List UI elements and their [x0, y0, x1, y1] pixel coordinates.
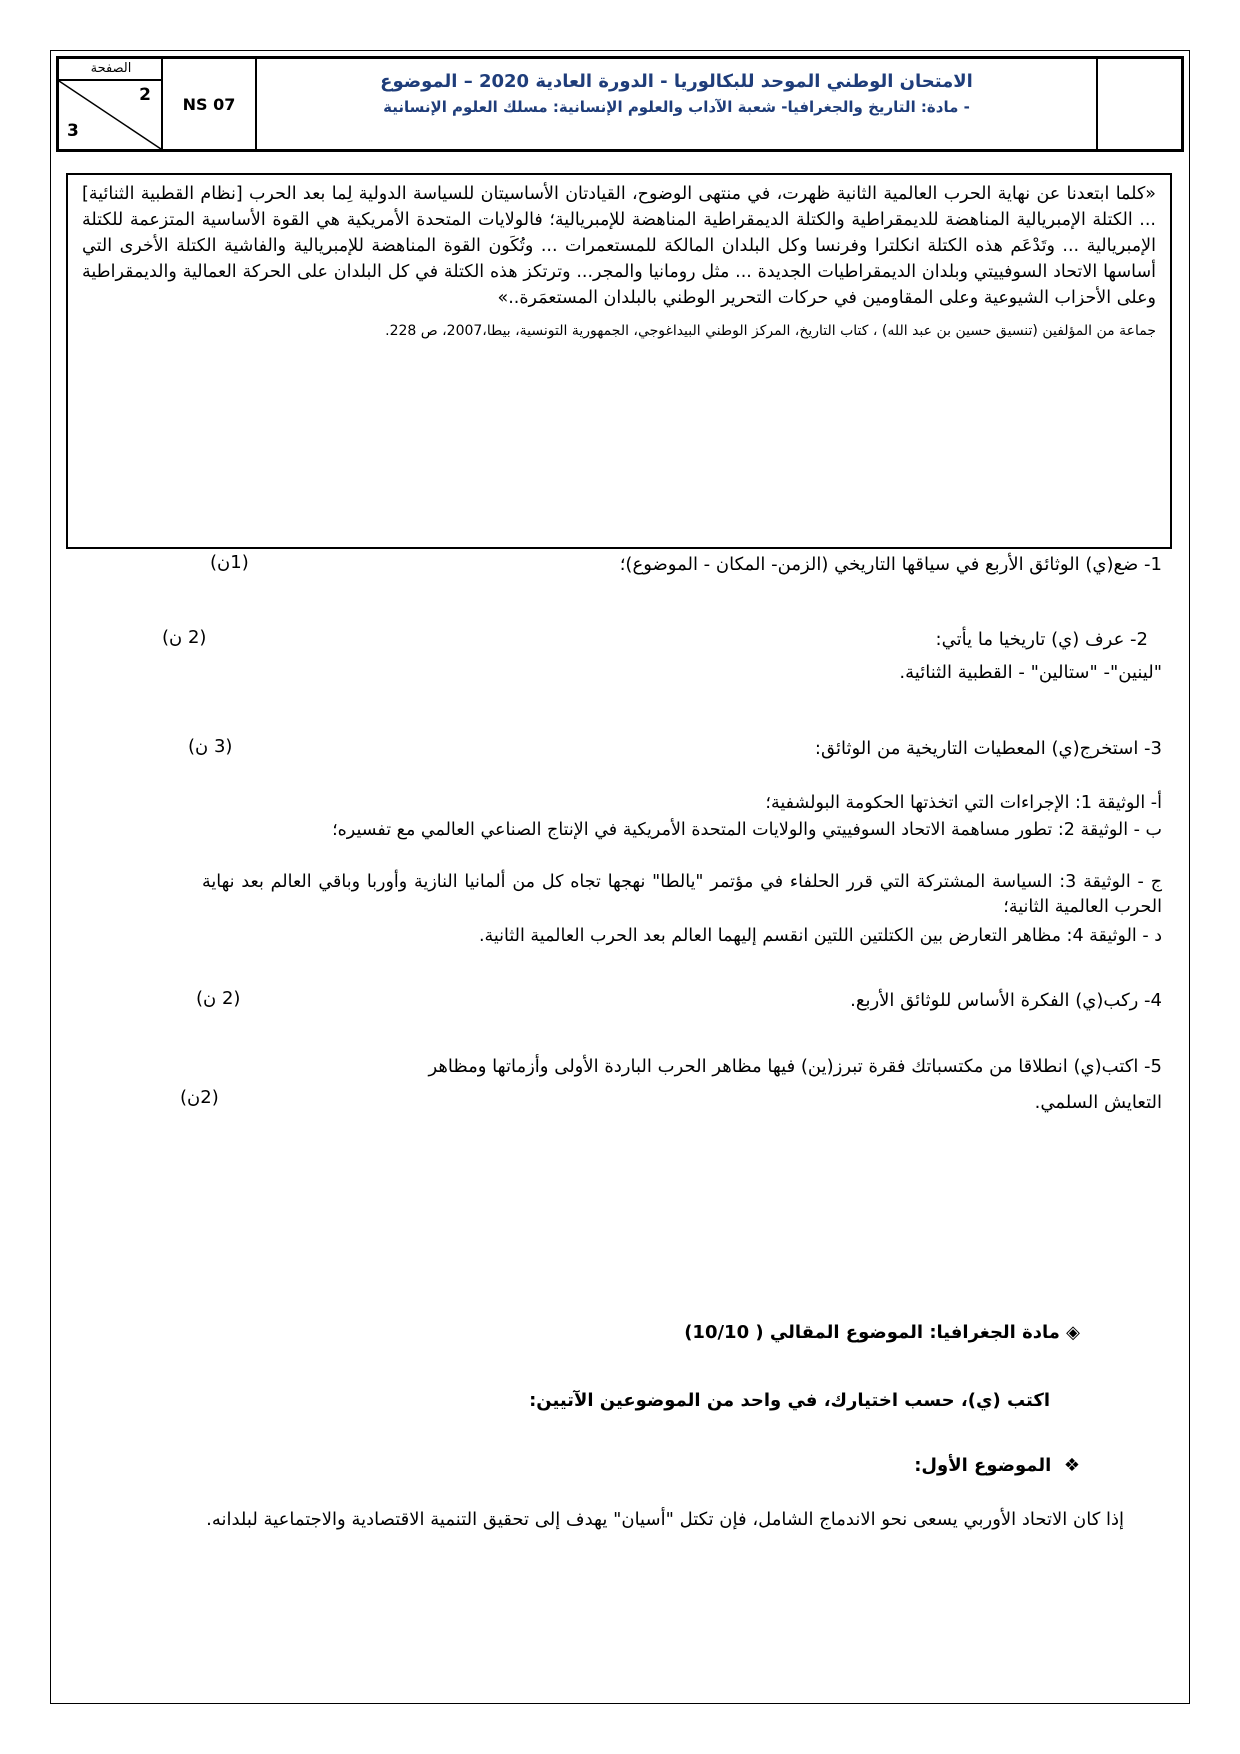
question-1: 1- ضع(ي) الوثائق الأربع في سياقها التاريخي (الزمن- المكان - الموضوع)؛	[619, 554, 1162, 575]
title-line-2: - مادة: التاريخ والجغرافيا- شعبة الآداب والعلوم الإنسانية: مسلك العلوم الإنسانية	[383, 98, 970, 116]
exam-title	[257, 59, 1098, 149]
question-4: 4- ركب(ي) الفكرة الأساس للوثائق الأربع.	[850, 990, 1162, 1011]
document-box	[66, 173, 1172, 549]
diamond-bullet-icon: ◈	[1066, 1322, 1080, 1343]
geography-instruction: اكتب (ي)، حسب اختيارك، في واحد من الموضوعين الآتيين:	[529, 1390, 1050, 1411]
geography-heading	[684, 1322, 1080, 1343]
question-5: 5- اكتب(ي) انطلاقا من مكتسباتك فقرة تبرز(ين) فيها مظاهر الحرب الباردة الأولى وأزماتها ومظاهر التعايش السلمي.	[428, 1056, 1162, 1113]
question-3-d: د - الوثيقة 4: مظاهر التعارض بين الكتلتين اللتين انقسم إليهما العالم بعد الحرب العالمية الثانية.	[478, 926, 1162, 946]
topic-1-title-text: الموضوع الأول:	[914, 1455, 1052, 1476]
question-3-b: ب - الوثيقة 2: تطور مساهمة الاتحاد السوفييتي والولايات المتحدة الأمريكية في الإنتاج الصناعي العالمي مع تفسيره؛	[332, 820, 1162, 840]
page-current: 2	[139, 85, 151, 105]
page-number-cell	[59, 59, 163, 149]
geography-heading-text: مادة الجغرافيا: الموضوع المقالي ( 10/10)	[684, 1322, 1060, 1343]
exam-header	[56, 56, 1184, 152]
question-3: 3- استخرج(ي) المعطيات التاريخية من الوثائق:	[814, 738, 1162, 759]
question-5-score: (2ن)	[180, 1087, 219, 1108]
question-1-score: (1ن)	[210, 552, 249, 573]
document-text: «كلما ابتعدنا عن نهاية الحرب العالمية الثانية ظهرت، في منتهى الوضوح، القيادتان الأساسيتان للسياسة الدولية لِما بعد الحرب [نظام القطبية الثنائية] ... الكتلة الإمبريالية المناهضة للديمقراطية والكتلة الديمقراطية المناهضة للإمبريالية؛ فالولايات المتحدة الأمريكية هي القوة الأساسية المتزعمة للكتلة الإمبريالية ... وتَدْعَم هذه الكتلة انكلترا وفرنسا وكل البلدان المالكة للمستعمرات ... وتُكَون القوة المناهضة للإمبريالية والفاشية الكتلة الأخرى التي أساسها الاتحاد السوفييتي وبلدان الديمقراطيات الجديدة ... مثل رومانيا والمجر... وترتكز هذه الكتلة في كل البلدان على الحركة العمالية والديمقراطية وعلى الأحزاب الشيوعية وعلى المقاومين في حركات التحرير الوطني بالبلدان المستعمَرة..»	[82, 184, 1156, 308]
title-line-1: الامتحان الوطني الموحد للبكالوريا - الدورة العادية 2020 – الموضوع	[380, 71, 973, 92]
question-2: 2- عرف (ي) تاريخيا ما يأتي:	[935, 629, 1148, 650]
question-4-score: (2 ن)	[196, 988, 241, 1009]
header-blank-cell	[1098, 59, 1181, 149]
topic-1-title	[914, 1455, 1080, 1476]
question-3-score: (3 ن)	[188, 736, 233, 757]
diamond-cluster-bullet-icon: ❖	[1063, 1455, 1080, 1476]
page-label: الصفحة	[59, 59, 163, 81]
question-3-a: أ- الوثيقة 1: الإجراءات التي اتخذتها الحكومة البولشفية؛	[765, 793, 1162, 813]
topic-1-text: إذا كان الاتحاد الأوربي يسعى نحو الاندماج الشامل، فإن تكتل "أسيان" يهدف إلى تحقيق التنمية الاقتصادية والاجتماعية لبلدانه.	[206, 1509, 1124, 1530]
question-2-terms: "لينين"- "ستالين" - القطبية الثنائية.	[899, 662, 1162, 683]
question-3-c: ج - الوثيقة 3: السياسة المشتركة التي قرر الحلفاء في مؤتمر "يالطا" نهجها تجاه كل من ألمانيا النازية وأوربا وباقي العالم بعد نهاية الحرب العالمية الثانية؛	[202, 872, 1162, 917]
exam-code: NS 07	[163, 59, 257, 149]
question-2-score: (2 ن)	[162, 627, 207, 648]
page-total: 3	[67, 121, 79, 141]
document-source: جماعة من المؤلفين (تنسيق حسين بن عبد الله) ، كتاب التاريخ، المركز الوطني البيداغوجي، الجمهورية التونسية، بيطا،2007، ص 228.	[385, 323, 1156, 339]
